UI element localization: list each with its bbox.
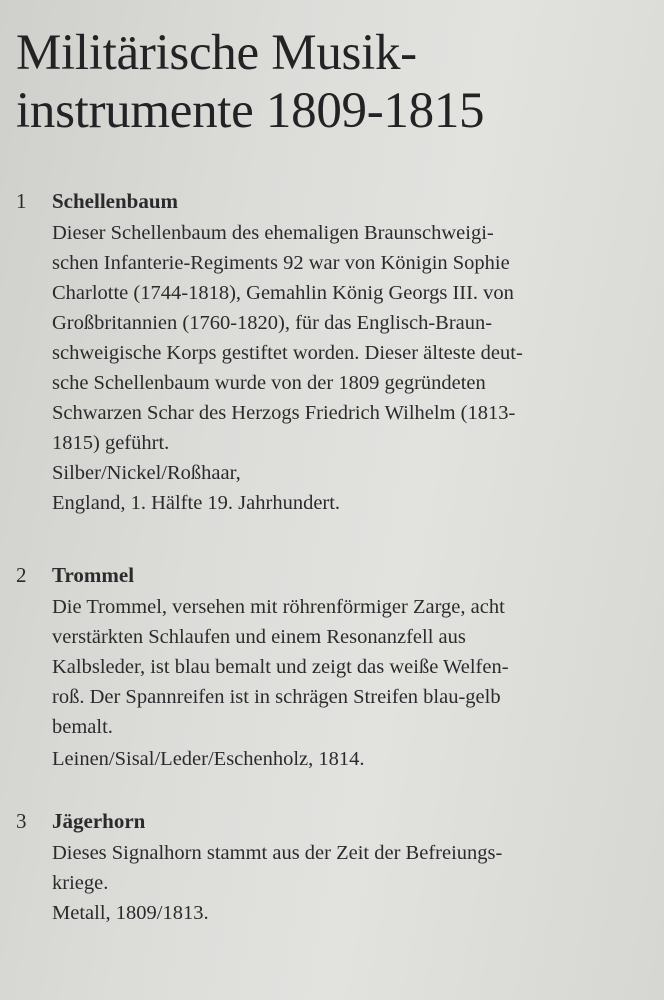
entry-text-line: Dieser Schellenbaum des ehemaligen Braunschweigi- (52, 222, 494, 244)
entry-text-line: schweigische Korps gestiftet worden. Dieser älteste deut- (52, 342, 523, 364)
entry-text-line: schen Infanterie-Regiments 92 war von Königin Sophie (52, 252, 510, 274)
entry-number: 1 (16, 189, 27, 213)
entry-heading: Jägerhorn (52, 809, 146, 833)
entry-text-line: 1815) geführt. (52, 432, 170, 454)
entry-text-line: Großbritannien (1760-1820), für das Englisch-Braun- (52, 312, 493, 334)
entry-text-line: sche Schellenbaum wurde von der 1809 gegründeten (52, 372, 486, 394)
entry-text-line: Dieses Signalhorn stammt aus der Zeit der Befreiungs- (52, 842, 503, 864)
title-line-2: instrumente 1809-1815 (16, 83, 485, 139)
entry-heading: Schellenbaum (52, 189, 179, 213)
entry-text-line: Die Trommel, versehen mit röhrenförmiger Zarge, acht (52, 596, 505, 618)
entry-material: Silber/Nickel/Roßhaar, (52, 462, 241, 484)
entry-number: 3 (16, 809, 27, 833)
entry-text-line: Schwarzen Schar des Herzogs Friedrich Wilhelm (1813- (52, 402, 516, 424)
page-title (16, 24, 656, 140)
entry-material: Leinen/Sisal/Leder/Eschenholz, 1814. (52, 748, 365, 770)
entry-material: Metall, 1809/1813. (52, 902, 209, 924)
title-line-1: Militärische Musik- (16, 25, 417, 81)
entry-text-line: bemalt. (52, 716, 113, 738)
entry-text-line: Kalbsleder, ist blau bemalt und zeigt das weiße Welfen- (52, 656, 509, 678)
entry-text-line: verstärkten Schlaufen und einem Resonanzfell aus (52, 626, 466, 648)
entry-number: 2 (16, 563, 27, 587)
entry-text-line: Charlotte (1744-1818), Gemahlin König Georgs III. von (52, 282, 514, 304)
entry-heading: Trommel (52, 563, 135, 587)
entry-origin: England, 1. Hälfte 19. Jahrhundert. (52, 492, 341, 514)
entry-text-line: kriege. (52, 872, 109, 894)
entry-text-line: roß. Der Spannreifen ist in schrägen Streifen blau-gelb (52, 686, 501, 708)
